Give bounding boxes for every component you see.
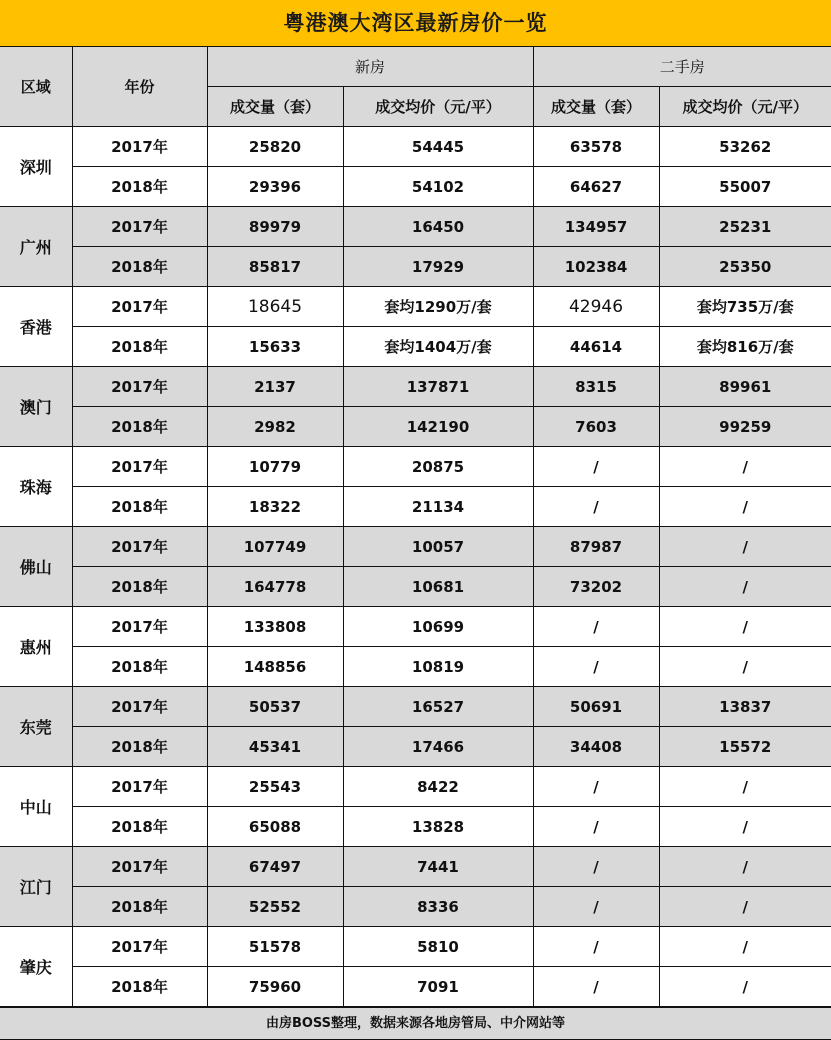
second-price-cell: / [659,487,831,527]
new-volume-cell: 67497 [207,847,343,887]
header-year: 年份 [72,47,207,127]
table-row [0,287,831,327]
year-cell: 2017年 [72,847,207,887]
region-cell: 香港 [0,287,72,367]
source-note: 由房BOSS整理，数据来源各地房管局、中介网站等 [0,1007,831,1040]
second-price-cell: / [659,807,831,847]
year-cell: 2018年 [72,967,207,1007]
table-row [0,767,831,807]
second-price-cell: 13837 [659,687,831,727]
header-new-avg-price: 成交均价（元/平） [343,87,533,127]
second-volume-cell: 134957 [533,207,659,247]
new-volume-cell: 18322 [207,487,343,527]
new-price-cell: 8336 [343,887,533,927]
second-volume-cell: 8315 [533,367,659,407]
header-new-house: 新房 [207,47,533,87]
table-row [0,407,831,447]
year-cell: 2017年 [72,927,207,967]
region-cell: 中山 [0,767,72,847]
new-price-cell: 套均1404万/套 [343,327,533,367]
year-cell: 2018年 [72,167,207,207]
table-row [0,687,831,727]
new-price-cell: 8422 [343,767,533,807]
year-cell: 2017年 [72,287,207,327]
housing-price-table [0,46,831,1007]
new-price-cell: 137871 [343,367,533,407]
new-price-cell: 16450 [343,207,533,247]
table-row [0,967,831,1007]
table-row [0,887,831,927]
second-volume-cell: / [533,607,659,647]
new-volume-cell: 2982 [207,407,343,447]
year-cell: 2017年 [72,127,207,167]
second-price-cell: / [659,607,831,647]
second-volume-cell: / [533,887,659,927]
year-cell: 2018年 [72,407,207,447]
new-volume-cell: 52552 [207,887,343,927]
new-price-cell: 54445 [343,127,533,167]
new-volume-cell: 50537 [207,687,343,727]
new-price-cell: 10699 [343,607,533,647]
second-volume-cell: / [533,967,659,1007]
region-cell: 珠海 [0,447,72,527]
second-price-cell: 25231 [659,207,831,247]
header-second-hand: 二手房 [533,47,831,87]
year-cell: 2018年 [72,647,207,687]
second-price-cell: / [659,647,831,687]
second-volume-cell: 102384 [533,247,659,287]
table-row [0,567,831,607]
second-volume-cell: 63578 [533,127,659,167]
table-row [0,167,831,207]
second-price-cell: 89961 [659,367,831,407]
second-volume-cell: 87987 [533,527,659,567]
second-price-cell: / [659,567,831,607]
second-volume-cell: 44614 [533,327,659,367]
header-new-volume: 成交量（套） [207,87,343,127]
second-price-cell: / [659,887,831,927]
second-volume-cell: / [533,447,659,487]
second-volume-cell: 73202 [533,567,659,607]
second-volume-cell: 42946 [533,287,659,327]
year-cell: 2017年 [72,767,207,807]
new-price-cell: 21134 [343,487,533,527]
table-row [0,807,831,847]
new-price-cell: 5810 [343,927,533,967]
second-price-cell: 套均735万/套 [659,287,831,327]
new-price-cell: 20875 [343,447,533,487]
region-cell: 佛山 [0,527,72,607]
new-price-cell: 10057 [343,527,533,567]
header-second-volume: 成交量（套） [533,87,659,127]
second-price-cell: / [659,767,831,807]
new-volume-cell: 89979 [207,207,343,247]
new-volume-cell: 25820 [207,127,343,167]
second-volume-cell: / [533,847,659,887]
new-volume-cell: 85817 [207,247,343,287]
second-volume-cell: 7603 [533,407,659,447]
table-row [0,727,831,767]
table-row [0,247,831,287]
region-cell: 肇庆 [0,927,72,1007]
header-region: 区域 [0,47,72,127]
new-price-cell: 套均1290万/套 [343,287,533,327]
new-price-cell: 7441 [343,847,533,887]
second-price-cell: 55007 [659,167,831,207]
table-row [0,127,831,167]
new-price-cell: 10681 [343,567,533,607]
year-cell: 2018年 [72,487,207,527]
year-cell: 2018年 [72,327,207,367]
new-volume-cell: 29396 [207,167,343,207]
new-price-cell: 13828 [343,807,533,847]
year-cell: 2018年 [72,887,207,927]
year-cell: 2017年 [72,367,207,407]
year-cell: 2018年 [72,247,207,287]
table-row [0,607,831,647]
region-cell: 江门 [0,847,72,927]
new-volume-cell: 10779 [207,447,343,487]
second-volume-cell: 50691 [533,687,659,727]
new-volume-cell: 2137 [207,367,343,407]
region-cell: 广州 [0,207,72,287]
second-volume-cell: / [533,767,659,807]
second-price-cell: 25350 [659,247,831,287]
new-price-cell: 16527 [343,687,533,727]
table-row [0,447,831,487]
region-cell: 澳门 [0,367,72,447]
new-volume-cell: 133808 [207,607,343,647]
new-volume-cell: 164778 [207,567,343,607]
table-row [0,207,831,247]
new-volume-cell: 18645 [207,287,343,327]
table-row [0,527,831,567]
new-volume-cell: 15633 [207,327,343,367]
table-row [0,487,831,527]
second-price-cell: 99259 [659,407,831,447]
year-cell: 2017年 [72,687,207,727]
second-price-cell: 53262 [659,127,831,167]
year-cell: 2017年 [72,207,207,247]
region-cell: 惠州 [0,607,72,687]
second-volume-cell: / [533,647,659,687]
new-price-cell: 142190 [343,407,533,447]
second-price-cell: / [659,527,831,567]
second-volume-cell: / [533,927,659,967]
table-row [0,647,831,687]
new-volume-cell: 51578 [207,927,343,967]
new-price-cell: 7091 [343,967,533,1007]
new-volume-cell: 25543 [207,767,343,807]
second-price-cell: / [659,847,831,887]
second-price-cell: / [659,927,831,967]
second-volume-cell: / [533,487,659,527]
second-volume-cell: 34408 [533,727,659,767]
table-row [0,367,831,407]
table-row [0,847,831,887]
second-price-cell: 15572 [659,727,831,767]
year-cell: 2017年 [72,527,207,567]
second-price-cell: / [659,447,831,487]
new-price-cell: 17466 [343,727,533,767]
region-cell: 东莞 [0,687,72,767]
new-volume-cell: 75960 [207,967,343,1007]
page-title: 粤港澳大湾区最新房价一览 [0,0,831,46]
header-second-avg-price: 成交均价（元/平） [659,87,831,127]
year-cell: 2017年 [72,607,207,647]
region-cell: 深圳 [0,127,72,207]
second-price-cell: 套均816万/套 [659,327,831,367]
new-volume-cell: 107749 [207,527,343,567]
table-row [0,327,831,367]
new-price-cell: 17929 [343,247,533,287]
new-price-cell: 54102 [343,167,533,207]
new-volume-cell: 148856 [207,647,343,687]
table-row [0,927,831,967]
year-cell: 2018年 [72,567,207,607]
second-volume-cell: 64627 [533,167,659,207]
second-volume-cell: / [533,807,659,847]
new-volume-cell: 45341 [207,727,343,767]
second-price-cell: / [659,967,831,1007]
new-volume-cell: 65088 [207,807,343,847]
new-price-cell: 10819 [343,647,533,687]
year-cell: 2017年 [72,447,207,487]
year-cell: 2018年 [72,807,207,847]
year-cell: 2018年 [72,727,207,767]
